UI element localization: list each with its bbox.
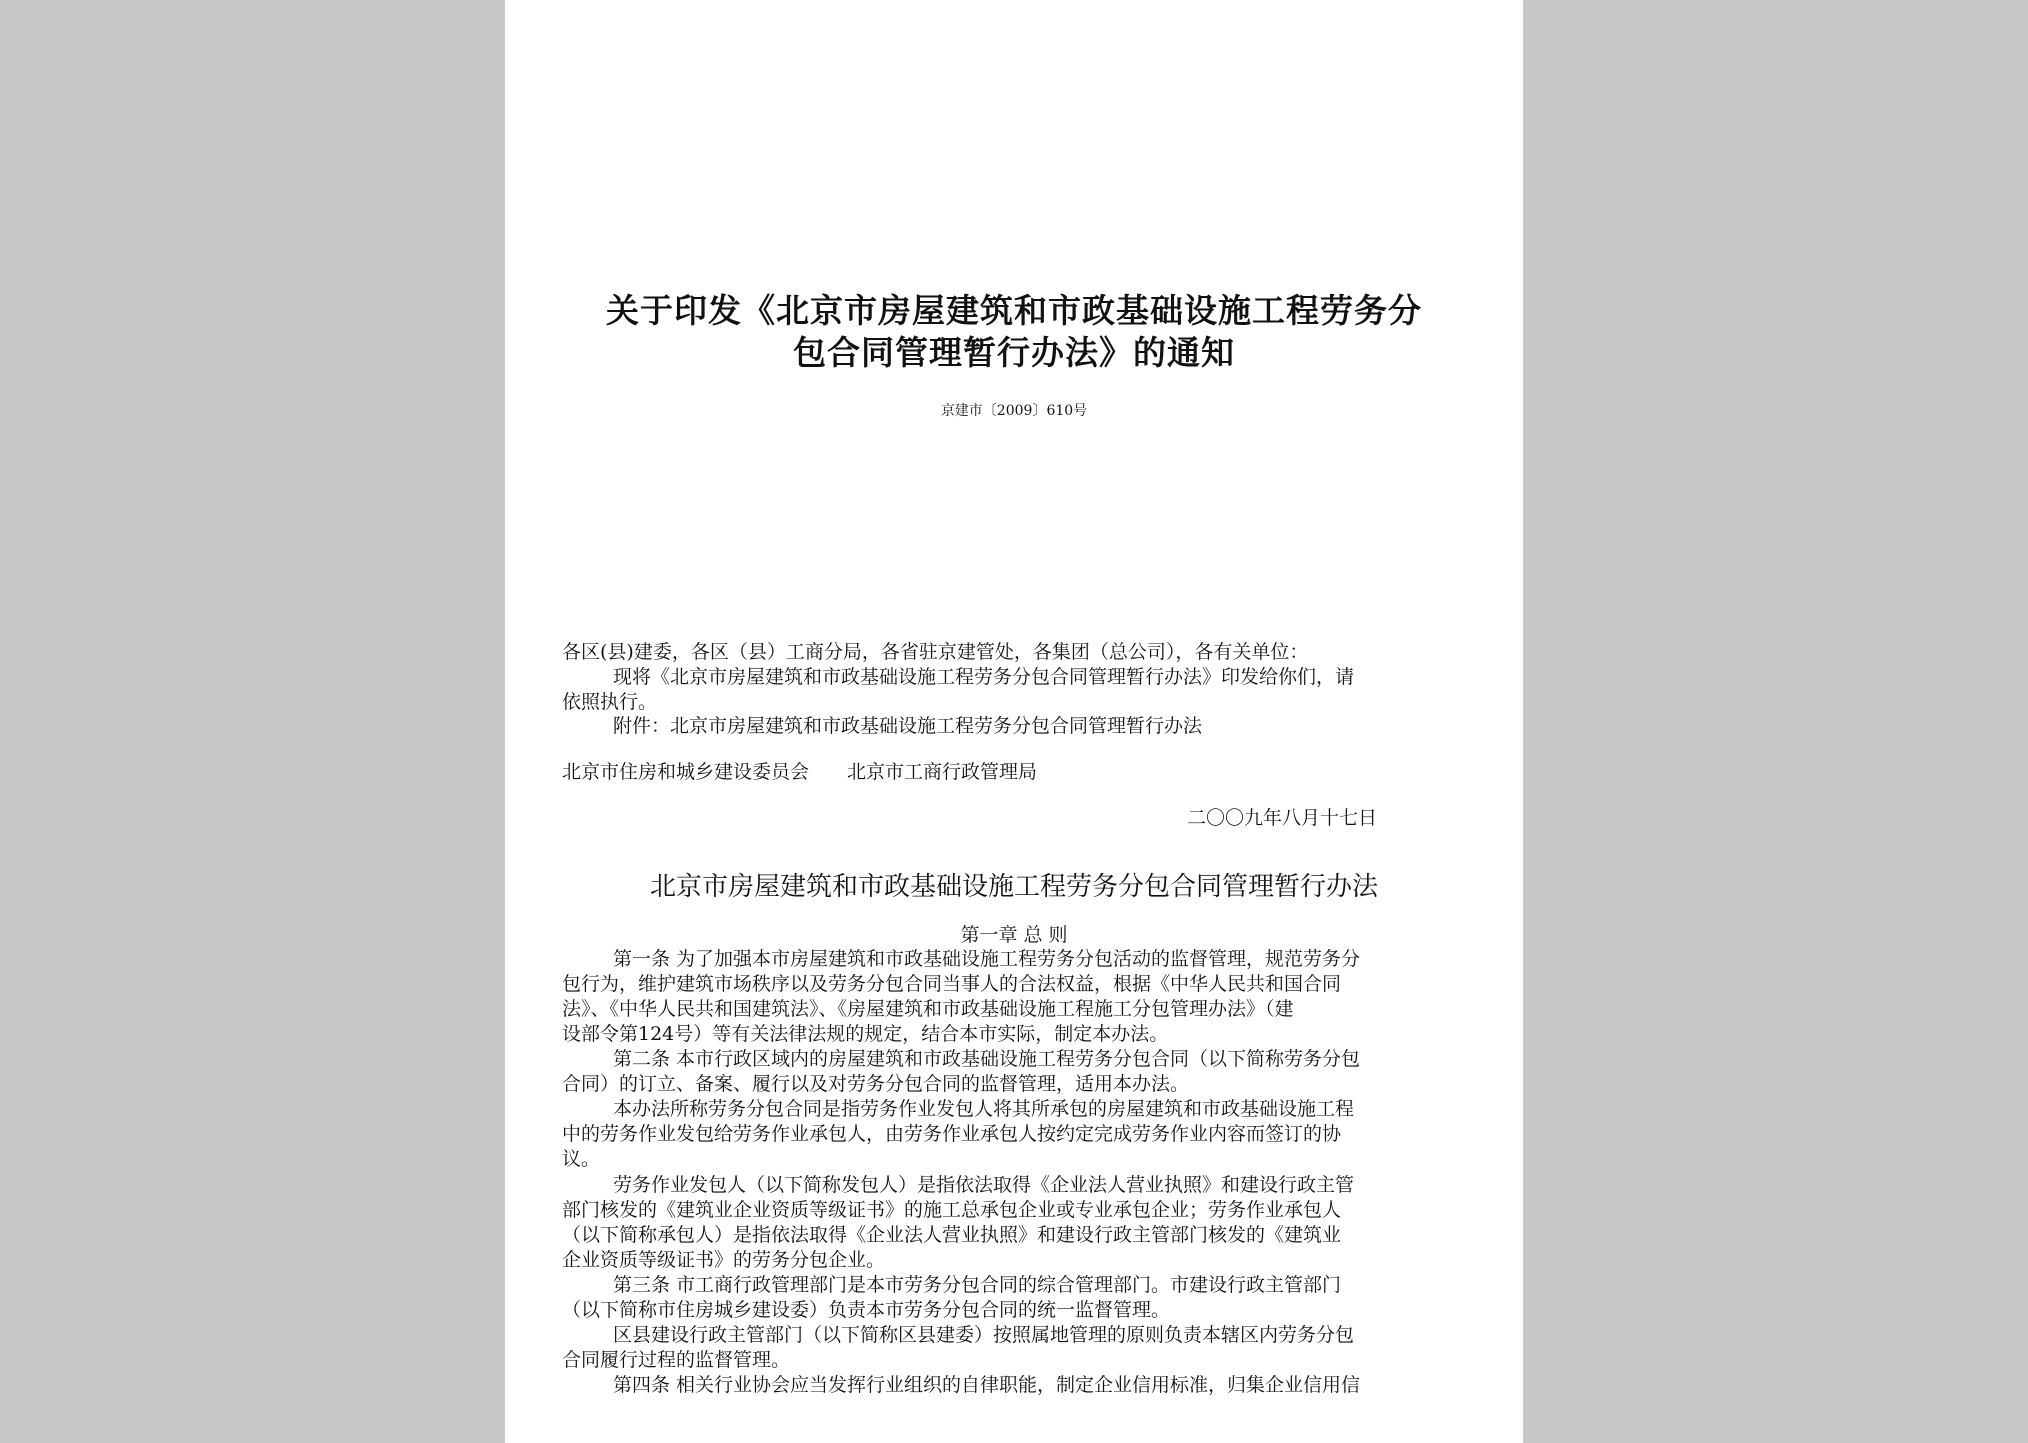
document-number: 京建市〔2009〕610号 [940,403,1088,419]
law-title: 北京市房屋建筑和市政基础设施工程劳务分包合同管理暂行办法 [649,872,1378,902]
law-line: 合同履行过程的监督管理。 [562,1349,791,1371]
attachment-line: 附件：北京市房屋建筑和市政基础设施工程劳务分包合同管理暂行办法 [613,715,1203,737]
law-line: 包行为，维护建筑市场秩序以及劳务分包合同当事人的合法权益，根据《中华人民共和国合同 [562,973,1342,995]
law-line: 中的劳务作业发包给劳务作业承包人，由劳务作业承包人按约定完成劳务作业内容而签订的协 [562,1123,1342,1145]
law-line: 部门核发的《建筑业企业资质等级证书》的施工总承包企业或专业承包企业；劳务作业承包人 [562,1199,1342,1221]
notice-body-line2: 依照执行。 [562,691,658,713]
document-page [505,0,1523,1443]
issue-date: 二〇〇九年八月十七日 [1187,807,1378,829]
law-line: 第三条 市工商行政管理部门是本市劳务分包合同的综合管理部门。市建设行政主管部门 [613,1274,1342,1296]
recipients: 各区(县)建委，各区（县）工商分局，各省驻京建管处，各集团（总公司），各有关单位： [562,641,1309,663]
notice-title-line2: 包合同管理暂行办法》的通知 [793,333,1235,372]
law-line: 本办法所称劳务分包合同是指劳务作业发包人将其所承包的房屋建筑和市政基础设施工程 [613,1098,1355,1120]
law-line: 第四条 相关行业协会应当发挥行业组织的自律职能，制定企业信用标准，归集企业信用信 [613,1374,1361,1396]
law-line: 设部令第124号）等有关法律法规的规定，结合本市实际，制定本办法。 [562,1023,1169,1045]
law-line: 合同）的订立、备案、履行以及对劳务分包合同的监督管理，适用本办法。 [562,1073,1190,1095]
notice-title-line1: 关于印发《北京市房屋建筑和市政基础设施工程劳务分 [606,291,1422,330]
chapter-heading: 第一章 总 则 [960,924,1068,946]
law-line: 第二条 本市行政区域内的房屋建筑和市政基础设施工程劳务分包合同（以下简称劳务分包 [613,1048,1361,1070]
law-line: （以下简称承包人）是指依法取得《企业法人营业执照》和建设行政主管部门核发的《建筑业 [562,1224,1342,1246]
law-line: 劳务作业发包人（以下简称发包人）是指依法取得《企业法人营业执照》和建设行政主管 [613,1174,1355,1196]
law-line: 区县建设行政主管部门（以下简称区县建委）按照属地管理的原则负责本辖区内劳务分包 [613,1324,1355,1346]
law-line: 法》、《中华人民共和国建筑法》、《房屋建筑和市政基础设施工程施工分包管理办法》（建 [562,998,1294,1020]
law-line: 第一条 为了加强本市房屋建筑和市政基础设施工程劳务分包活动的监督管理，规范劳务分 [613,948,1361,970]
law-line: 企业资质等级证书》的劳务分包企业。 [562,1249,886,1271]
law-line: （以下简称市住房城乡建设委）负责本市劳务分包合同的统一监督管理。 [562,1299,1171,1321]
law-line: 议。 [562,1148,601,1170]
notice-body-line1: 现将《北京市房屋建筑和市政基础设施工程劳务分包合同管理暂行办法》印发给你们，请 [613,666,1355,688]
issuers: 北京市住房和城乡建设委员会 北京市工商行政管理局 [562,761,1038,783]
